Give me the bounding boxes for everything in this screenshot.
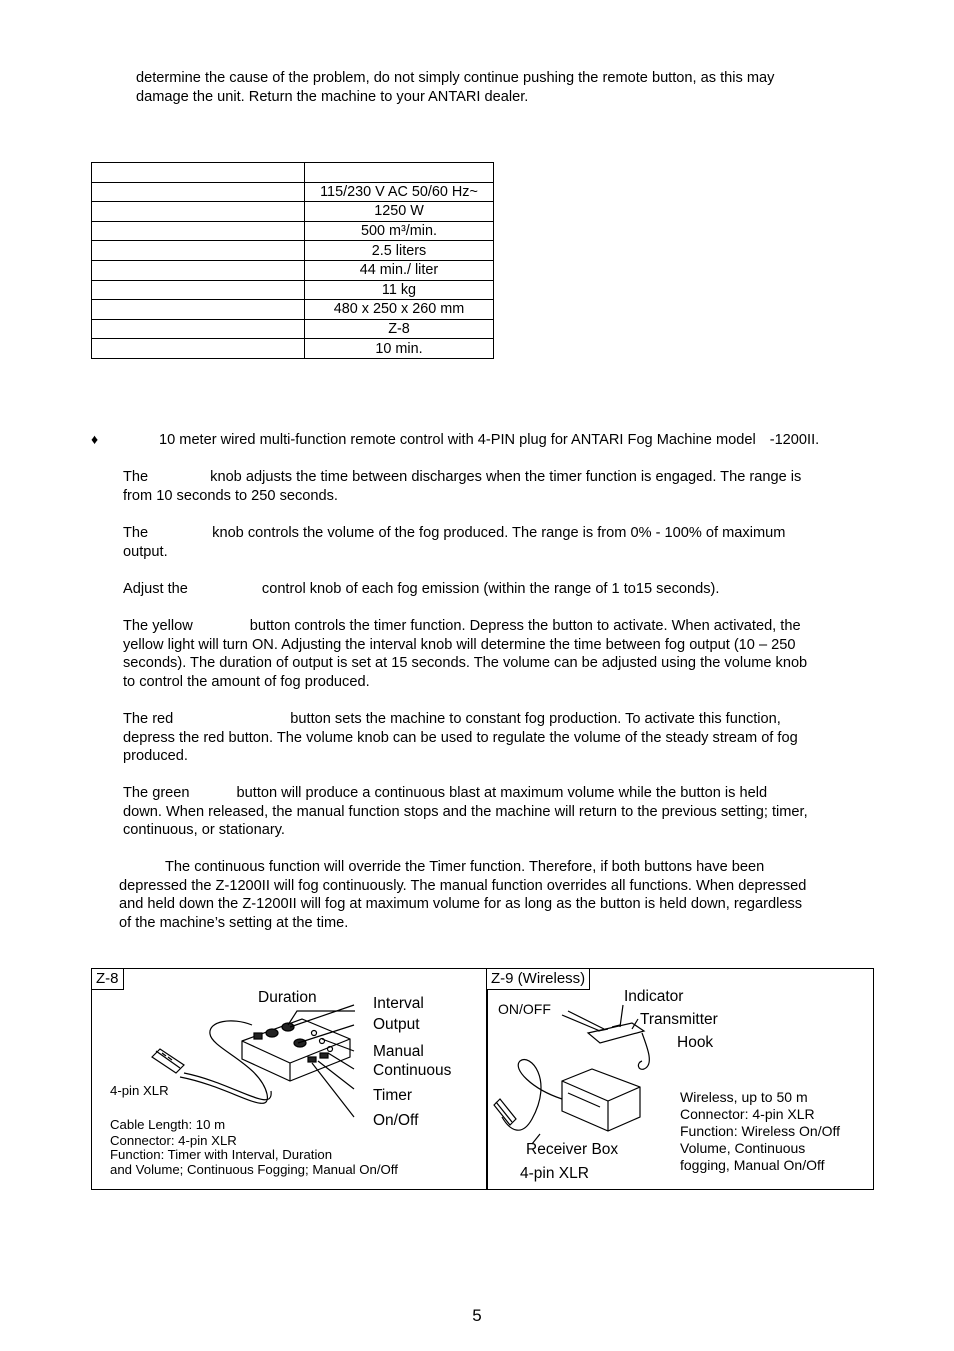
z9-receiver-label: Receiver Box: [526, 1141, 619, 1158]
z8-output-label: Output: [373, 1016, 420, 1033]
z8-onoff-label: On/Off: [373, 1112, 419, 1129]
table-row: 1250 W: [92, 202, 494, 222]
table-row: 44 min./ liter: [92, 260, 494, 280]
z8-duration-label: Duration: [258, 989, 317, 1006]
z9-desc-3: Function: Wireless On/Off: [680, 1123, 841, 1139]
interval-paragraph: The knob adjusts the time between discharges when the timer function is engaged. The range is from 10 seconds to 250 seconds.: [123, 469, 802, 504]
z9-wireless-illustration: [494, 1005, 649, 1144]
z8-xlr-label: 4-pin XLR: [110, 1083, 169, 1098]
table-row: Z-8: [92, 319, 494, 339]
z8-cable-length: Cable Length: 10 m: [110, 1117, 226, 1132]
z9-desc-5: fogging, Manual On/Off: [680, 1157, 825, 1173]
z8-continuous-label: Continuous: [373, 1062, 452, 1079]
intro-line-1: determine the cause of the problem, do not simply continue pushing the remote button, as this may: [136, 70, 775, 86]
bullet-diamond-icon: ♦: [91, 431, 99, 447]
table-row: 11 kg: [92, 280, 494, 300]
continuous-paragraph: The red button sets the machine to constant fog production. To activate this function, depress the red button. The volume knob can be used to regulate the volume of the steady stream of fog produced.: [123, 711, 798, 765]
z9-tag: Z-9 (Wireless): [487, 969, 590, 990]
table-row: 10 min.: [92, 339, 494, 359]
z8-tag: Z-8: [92, 969, 124, 990]
z8-timer-label: Timer: [373, 1087, 413, 1104]
z8-connector: Connector: 4-pin XLR: [110, 1133, 237, 1148]
manual-paragraph: The green button will produce a continuous blast at maximum volume while the button is held down. When released, the manual function stops and the machine will return to the previous setting; timer, continuous, or stationary.: [123, 785, 808, 839]
z9-desc-4: Volume, Continuous: [680, 1140, 806, 1156]
table-row: [92, 163, 494, 183]
note-paragraph: The continuous function will override the Timer function. Therefore, if both buttons have been depressed the Z-1200II will fog continuously. The manual function overrides all functions. When depressed and held down the Z-1200II will fog at maximum volume for as long as the button is held down, regardless of the machine’s setting at the time.: [119, 859, 807, 931]
specifications-table: [91, 162, 494, 359]
remote-controls-figure: [91, 968, 874, 1190]
z8-remote-illustration: [152, 1005, 355, 1117]
z8-interval-label: Interval: [373, 995, 424, 1012]
table-row: 2.5 liters: [92, 241, 494, 261]
table-row: 500 m³/min.: [92, 221, 494, 241]
z9-hook-label: Hook: [677, 1034, 714, 1051]
remote-intro: 10 meter wired multi-function remote control with 4-PIN plug for ANTARI Fog Machine model -1200II.: [159, 432, 820, 448]
z9-indicator-label: Indicator: [624, 988, 684, 1005]
z9-desc-2: Connector: 4-pin XLR: [680, 1106, 815, 1122]
z9-xlr-label: 4-pin XLR: [520, 1165, 589, 1182]
z8-manual-label: Manual: [373, 1043, 424, 1060]
table-row: 480 x 250 x 260 mm: [92, 300, 494, 320]
duration-paragraph: Adjust the control knob of each fog emission (within the range of 1 to15 seconds).: [123, 581, 720, 597]
z8-function-2: and Volume; Continuous Fogging; Manual On/Off: [110, 1162, 398, 1177]
z8-function-1: Function: Timer with Interval, Duration: [110, 1147, 333, 1162]
table-row: 115/230 V AC 50/60 Hz~: [92, 182, 494, 202]
volume-paragraph: The knob controls the volume of the fog produced. The range is from 0% - 100% of maximum output.: [123, 525, 786, 560]
z9-onoff-label: ON/OFF: [498, 1001, 551, 1017]
intro-line-2: damage the unit. Return the machine to your ANTARI dealer.: [136, 89, 529, 105]
timer-paragraph: The yellow button controls the timer function. Depress the button to activate. When activated, the yellow light will turn ON. Adjusting the interval knob will determine the time between fog output (10 – 250 seconds). The duration of output is set at 15 seconds. The volume can be adjusted using the volume knob to control the amount of fog produced.: [123, 618, 808, 690]
page-number: 5: [472, 1306, 482, 1325]
z9-transmitter-label: Transmitter: [640, 1011, 718, 1028]
z9-desc-1: Wireless, up to 50 m: [680, 1089, 808, 1105]
